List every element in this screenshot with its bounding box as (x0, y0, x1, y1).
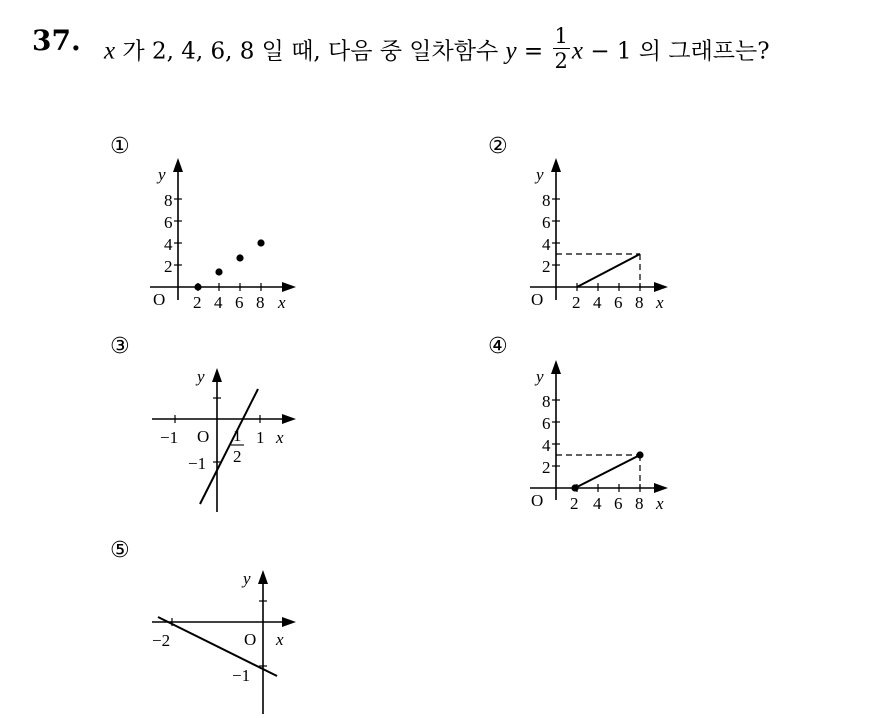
xtick-8: 8 (635, 293, 644, 312)
tail-var-x: x (571, 37, 583, 65)
fraction-numerator: 1 (554, 24, 568, 48)
ytick-2: 2 (542, 257, 551, 276)
xtick-2: 2 (570, 494, 579, 513)
ytick-8: 8 (542, 392, 551, 411)
xtick-neg2: −2 (152, 631, 171, 650)
origin-label: O (244, 630, 257, 649)
question-number: 37. (32, 24, 81, 57)
xtick-4: 4 (214, 293, 223, 312)
xtick-6: 6 (235, 293, 244, 312)
ytick-8: 8 (164, 191, 173, 210)
question-text-a: 가 2, 4, 6, 8 일 때, 다음 중 일차함수 (122, 38, 499, 65)
x-label: x (656, 494, 664, 513)
ytick-6: 6 (542, 414, 551, 433)
y-label: y (536, 165, 544, 184)
ytick-4: 4 (164, 235, 173, 254)
xtick-6: 6 (614, 494, 623, 513)
ytick-neg1: −1 (188, 454, 207, 473)
y-label: y (536, 367, 544, 386)
xtick-2: 2 (193, 293, 202, 312)
var-x: x (104, 37, 116, 65)
ytick-4: 4 (542, 235, 551, 254)
xtick-half-num: 1 (233, 426, 242, 445)
ytick-4: 4 (542, 436, 551, 455)
origin-label: O (153, 290, 166, 309)
equals-sign: = (523, 38, 544, 65)
ytick-6: 6 (542, 213, 551, 232)
xtick-1: 1 (256, 428, 265, 447)
ytick-6: 6 (164, 213, 173, 232)
x-label: x (276, 428, 284, 447)
graph-line (158, 617, 277, 676)
x-label: x (656, 293, 664, 312)
x-label: x (276, 630, 284, 649)
origin-label: O (531, 290, 544, 309)
option-1-marker[interactable]: ① (110, 134, 130, 159)
y-label: y (197, 367, 205, 386)
xtick-half-den: 2 (233, 447, 242, 466)
option-3-marker[interactable]: ③ (110, 334, 130, 359)
origin-label: O (531, 491, 544, 510)
xtick-8: 8 (635, 494, 644, 513)
origin-label: O (197, 427, 210, 446)
xtick-4: 4 (593, 293, 602, 312)
x-axis-arrow-icon (282, 617, 296, 627)
option-2-marker[interactable]: ② (488, 134, 508, 159)
x-label: x (278, 293, 286, 312)
ytick-2: 2 (164, 257, 173, 276)
question-tail: − 1 의 그래프는? (590, 38, 770, 65)
xtick-neg1: −1 (160, 428, 179, 447)
xtick-4: 4 (593, 494, 602, 513)
y-label: y (243, 569, 251, 588)
xtick-6: 6 (614, 293, 623, 312)
ytick-neg1: −1 (232, 666, 251, 685)
fraction-denominator: 2 (554, 49, 568, 73)
option-5-marker[interactable]: ⑤ (110, 538, 130, 563)
option-4-marker[interactable]: ④ (488, 334, 508, 359)
ytick-2: 2 (542, 458, 551, 477)
var-y: y (505, 37, 517, 65)
y-label: y (158, 165, 166, 184)
y-axis-arrow-icon (258, 570, 268, 584)
ytick-8: 8 (542, 191, 551, 210)
xtick-2: 2 (572, 293, 581, 312)
xtick-8: 8 (256, 293, 265, 312)
